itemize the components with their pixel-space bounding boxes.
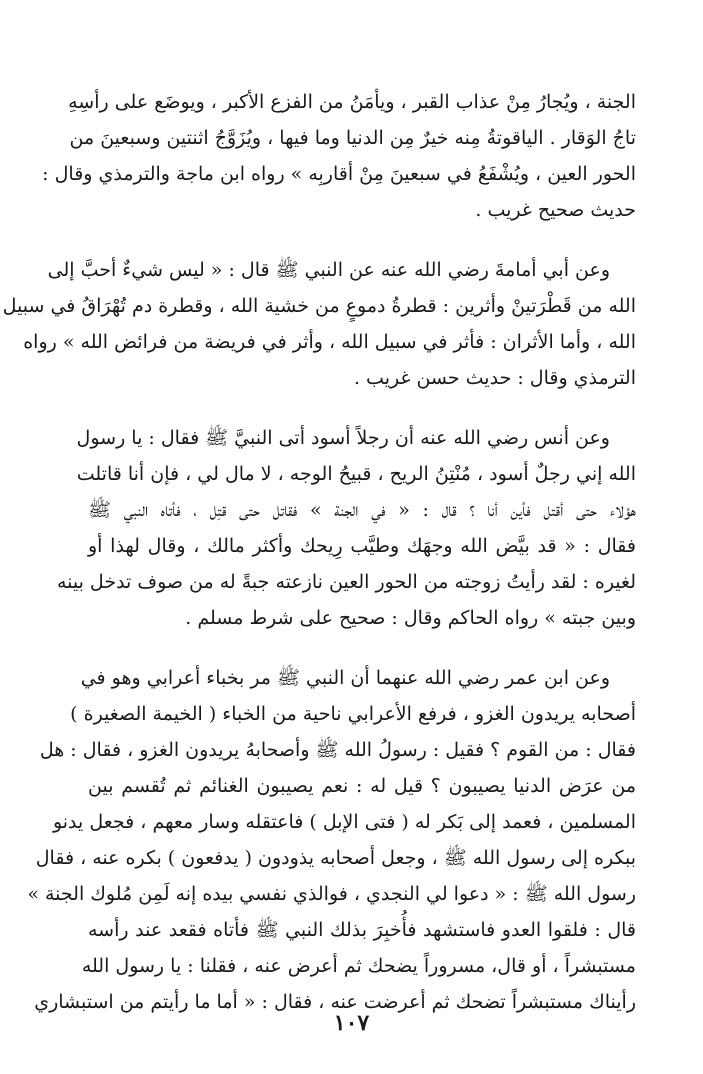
text-line: رأيناك مستبشراً تضحك ثم أعرضت عنه ، فقال : « أما ما رأيتم من استبشاري <box>34 991 636 1013</box>
page-number: ١٠٧ <box>333 1010 370 1036</box>
text-line: رسول الله ﷺ : « دعوا لي النجدي ، فوالذي نفسي بيده إنه لَمِن مُلوك الجنة » <box>27 883 636 905</box>
text-line: الحور العين ، ويُشْفَعُ في سبعينَ مِنْ أقاربِه » رواه ابن ماجة والترمذي وقال : <box>42 163 636 185</box>
text-line: وبين جبته » رواه الحاكم وقال : صحيح على شرط مسلم . <box>185 607 636 629</box>
paragraph-2 <box>2 252 636 396</box>
text-line: من عرَض الدنيا يصيبون ؟ قيل له : نعم يصيبون الغنائم ثم تُقسم بين <box>88 775 636 797</box>
text-line: مستبشراً ، أو قال، مسروراً يضحك ثم أعرض عنه ، فقلنا : يا رسول الله <box>81 955 636 977</box>
text-line: وعن أبي أمامةَ رضي الله عنه عن النبي ﷺ قال : « ليس شيءٌ أحبَّ إلى <box>47 259 610 281</box>
text-line: أصحابه يريدون الغزو ، فرفع الأعرابي ناحية من الخباء ( الخيمة الصغيرة ) <box>70 703 636 725</box>
text-line: حديث صحيح غريب . <box>475 199 636 221</box>
text-line: فقال : « قد بيَّض الله وجهَك وطيَّب رِيحك وأكثر مالك ، وقال لهذا أو <box>88 535 636 557</box>
text-line: المسلمين ، فعمد إلى بَكر له ( فتى الإبل ) فاعتقله وسار معهم ، فجعل يدنو <box>52 811 636 833</box>
text-line: لغيره : لقد رأيتُ زوجته من الحور العين نازعته جبةً له من صوف تدخل بينه <box>56 571 636 593</box>
text-line: وعن ابن عمر رضي الله عنهما أن النبي ﷺ مر بخباء أعرابي وهو في <box>80 667 610 689</box>
text-line: الله ، وأما الأثران : فأثر في سبيل الله ، وأثر في فريضة من فرائض الله » رواه <box>23 331 636 353</box>
text-line: الله إني رجلٌ أسود ، مُنْتِنُ الريح ، قبيحُ الوجه ، لا مال لي ، فإن أنا قاتلت <box>76 463 636 485</box>
text-line: قال : فلقوا العدو فاستشهد فأُخبِرَ بذلك النبي ﷺ فأتاه فقعد عند رأسه <box>88 919 636 941</box>
text-line: الله من قَطْرَتينْ وأثرين : قطرةُ دموعٍ من خشية الله ، وقطرة دم تُهْرَاقُ في سبيل <box>2 295 636 317</box>
text-line: الترمذي وقال : حديث حسن غريب . <box>353 367 636 389</box>
paragraph-3 <box>56 420 636 636</box>
text-line: فقال : من القوم ؟ فقيل : رسولُ الله ﷺ وأصحابهُ يريدون الغزو ، فقال : هل <box>39 739 636 761</box>
paragraph-4 <box>27 660 636 1020</box>
paragraph-1 <box>42 84 636 228</box>
text-line: وعن أنس رضي الله عنه أن رجلاً أسود أتى النبيَّ ﷺ فقال : يا رسول <box>76 427 610 449</box>
text-line: هؤلاء حتى أقتل فأين أنا ؟ قال : « في الجنة » فقاتل حتى قتِل ، فأتاه النبي ﷺ <box>88 499 636 521</box>
text-line: تاجُ الوَقار . الياقوتةُ مِنه خيرٌ مِن الدنيا وما فيها ، ويُزَوَّجُ اثنتين وسبعينَ من <box>69 127 636 149</box>
text-line: ببكره إلى رسول الله ﷺ ، وجعل أصحابه يذودون ( يدفعون ) بكره عنه ، فقال <box>35 847 636 869</box>
page-text <box>2 84 636 1044</box>
text-line: الجنة ، ويُجارُ مِنْ عذاب القبر ، ويأمَنُ من الفزع الأكبر ، ويوضَع على رأسِهِ <box>68 91 636 113</box>
